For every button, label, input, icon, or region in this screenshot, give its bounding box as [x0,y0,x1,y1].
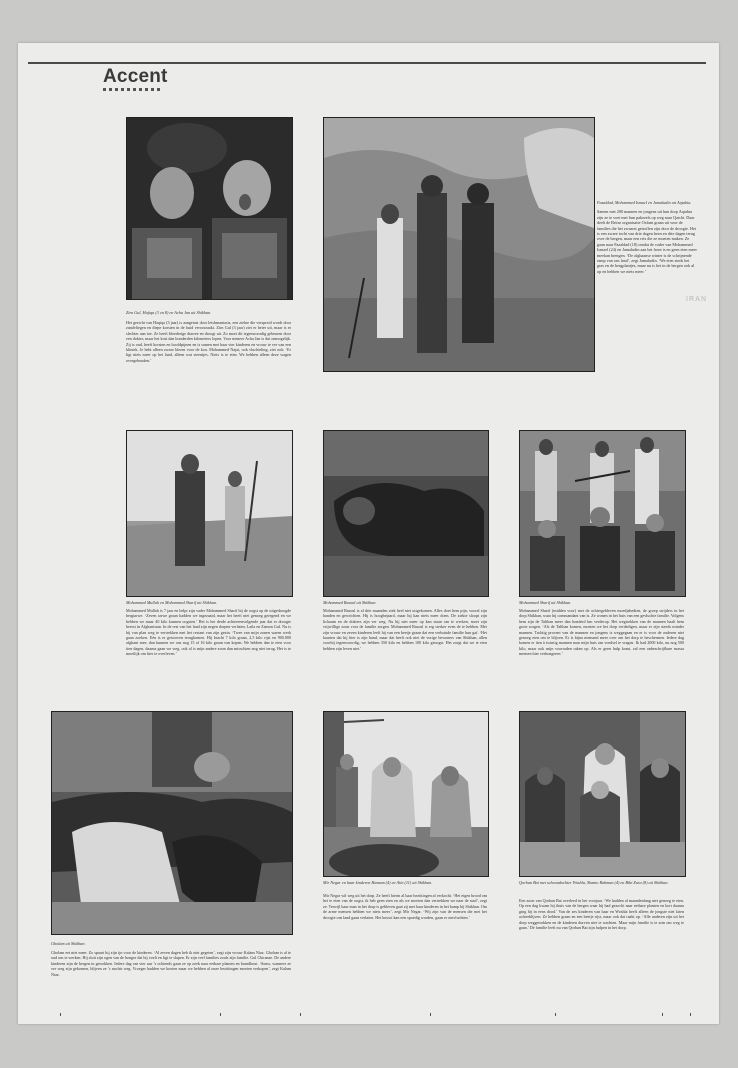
caption-rasoul: Mohammed Rasoul uit Shikhan. [323,600,377,605]
bottom-tick [662,1013,663,1016]
photo-gholam [51,711,293,935]
article-gholam: Gholam eet niet meer. Zo spaart hij zijn ijn voor de kinderen. ‘Al zeven dagen heb ik niet gegeten’, zegt zijn vrouw Kalam Niaz. Gholam is al te oud om te werken. Hij sluit zijn ogen van de honger dat hij voelt en ligt te slapen. Er zijn veel families zoals zijn familie. Gul Chiranze. De andere kinderen zijn de bergen in getrokken. Iedere dag om vier uur ’s ochtends gaan ze op zoek naar eetbare planten en brandhout. ‘Soms, wanneer ze ver weg zijn gekomen, blijven ze ’s nachts weg. Vroeger hadden we koeien maar we hebben al onze bezittingen moeten verkopen’, zegt Kalam Niaz. [51,950,291,977]
sidebar-article-aqtabia [597,200,697,359]
article-mir-negar: Mir Negar wil weg uit het dorp. Ze heeft hierin al haar bezittingen al verkocht. ‘Het eigen brood om het te eten van de oogst, ik heb geen eten en als we moeten dan vertrekken we naar de stad’, zegt ze. Terwijl haar man in het dorp is gebleven gaat zij met haar kinderen in het kamp bij Shikhan. Om de arme mensen hebben we niets meer’, zegt Mir Negar. ‘Wij zijn van de mensen die met het droogte ons land gaan verlaten. Het bouwt kan een spoedig worden, gaan er ontvluchten.’ [323,893,487,920]
article-rasoul: Mohammed Rasoul is al drie maanden ziek heel niet uitgekomen. Alles doet hem pijn, vooral zijn handen en gewrichten. Hij is hoogbejaard, maar hij kan niets meer doen. De ziekte sloopt zijn lichaam en de dokters zijn ver weg. Nu hij niet meer op kan staan om te werken, moet zijn vrijwillige zoon voor de familie zorgen. Mohammed Rasoul is erg sterker even de te hebben. Met zijn vrouw en zeven kinderen leeft hij van een beetje graan dat een verhuisde familie hun gaf. ‘Het kaarten dat hij hier is zijn hand, maar dat heeft ook niet de vorige bewoners van Shikhan, allen voorbij tegenwoordig, we hebben 350 kilo en hebben 100 kilo geoogst. Het zorgt dat we te eten hebben zijn leven niet.’ [323,608,487,651]
article-qorban-bai: Een zoon van Qorban Bai overleed in het voorjaar. ‘We hadden al maandenlang niet genoeg te eten. Op een dag kwam hij thuis van de bergen waar hij had gezocht naar eetbare planten en kort daarna ging hij in eens dood.’ Van de zes kinderen van haar en Woshla heeft alleen de jongste niet laten achterblijven. Ze hebben graan en een beetje rijst, maar ook dat raakt op. ‘Alle anderen zijn uit het dorp weggetrokken en de kinderen durven niet te wachten. Maar mijn familie is te arm om weg te gaan.’ De familie leeft nu van Qorban Bai zijn hulpen in het dorp. [519,898,684,931]
photo-mujahideen [519,430,686,597]
bottom-tick [555,1013,556,1016]
bottom-tick [60,1013,61,1016]
bottom-tick [690,1013,691,1016]
article-zirn-gul: Het gezicht van Haqiqa (3 jaar) is aangetast door leishmaniasis, een ziekte die verspreid wordt door zandvliegen en diepe korsten in de huid veroorzaakt. Zirn Gul (3 jaar) ziet er beter uit, maar is er slechter aan toe. Ze heeft bloederige diarree en droogt uit. Zo moet dit tegenwoordig gebeuren door een dokter, maar het kost dan honderden kilometers lopen. Voor meneer Acha Jan is dat onmogelijk. Zij is oud, heeft korsten en hoofdpijnen en is samen met haar vier kinderen en vrouw te ver van een kliniek. Je hebt alleen zware kleren voor de kou. Mohammed Najat, ook vluchteling, ziet ook: ‘Er ligt niets meer op het land, alleen wat steentjes. Niets is te eten. We hebben alleen deze wagen overgehouden.’ [126,320,291,363]
country-label: IRAN [686,296,708,303]
caption-mir-negar: Mir Negar en haar kinderen Hamam (4) en Aiin (11) uit Shikhan. [323,880,433,885]
photo-men-aqtabia [323,117,595,372]
caption-gholam: Gholam uit Shikhan. [51,941,86,946]
section-title-dots [103,88,163,91]
caption-aqtabia: Fazaldad, Mohammed Ismael en Jamaludin uit Aqtabia. [597,200,692,205]
bottom-tick [430,1013,431,1016]
caption-sharif: Mohammed Sharif uit Shikhan. [519,600,572,605]
article-mullah: Mohammed Mullah is 7 jaar en helpt zijn vader Mohammed Sharif bij de oogst op de uitgedroogde bergtarwe. ‘Zeven tarwe graan hadden we ingezaaid, maar het heeft niet genoeg geregend en we hebben we maar 40 kilo kunnen oogsten.’ Het is het derde achtereenvolgende jaar dat er droogte heerst in Afghanistan. In de rest van het land zijn negen dorpen verlaten; Laila en Zamon Gul. Nu is hij van plan weg te vertrekken met het restant van zijn gezin. ‘Twee van mijn zonen waren werk gaan zoeken. Eén is er gestorven terugkomen. Hij bracht 7 kilo graan, 2,5 kilo rijst en 900.000 afghani mee, dan kunnen we ons nog 15 of 16 kilo graan van kopen. We hebben dan te eten voor tien dagen, daarna gaan we weg, ook al is mijn andere zoon dan misschien nog niet terug. Het is te moeilijk om hier te overleven.’ [126,608,291,657]
photo-rasoul-lying [323,430,489,597]
bottom-tick [220,1013,221,1016]
header-rule [28,62,706,64]
article-aqtabia: Samen met 200 mannen en jongens uit hun dorp Aqtabia zijn ze te voet met hun pakezels op weg naar Qatchi. Daar deelt de Britse organisatie Oxfam graan uit voor de families die het zwaarst getroffen zijn door de droogte. Het is een zware tocht van drie dagen heen en drie dagen terug over de bergen, maar een reis die ze moeten maken. Ze gaan naar Fazaldad (18) omdat de vader van Mohammed Ismael (24) en Jamaludin aan het front is en geen eten meer meekan brengen. ‘De afghaanse winter is de schrijnende ramp van ons land’, zegt Jamaludin. ‘We eten sinds het gras en de bergplantjes, maar nu is het in de bergen ook al op en hebben we niets meer.’ [597,209,697,274]
section-title: Accent [103,66,168,87]
photo-qorban-bai [519,711,686,877]
photo-children-zirn-gul [126,117,293,300]
photo-mir-negar [323,711,489,877]
caption-mullah: Mohammed Mullah en Mohammed Sharif uit Shikhan. [126,600,218,605]
caption-zirn-gul: Zirn Gul, Hajiqa (3 en 8) en Acha Jan uit Shikhan. [126,310,212,315]
photo-boy-field [126,430,293,597]
caption-qorban-bai: Qorban Bai met schoondochter Woshla, Shamo Rahman (4) en Bibi Zara (8) uit Shikhan. [519,880,669,885]
article-sharif: Mohammed Sharif (midden voor) met de achtergebleven moedjahedien, de groep strijders in het dorp Shikhan, waar hij commandant van is. Ze wonen in het huis van een gevluchte familie. Volgens hem zijn de Taliban meer dan honderd km verderop. Het wegtrekken van de mannen haalt hem grote zorgen. ‘Als de Taliban komen, moeten we het dorp verdedigen, maar er zijn steeds minder mannen. Tachtig procent van de mannen en jongens is weggegaan en er is voor de ouderen niet genoeg eten om te blijven. Er is bijna niemand meer over om het dorp te beschermen. Iedere dag komen er tien à twintig mannen naar mijn huis om voedsel te vragen. Ik had 2000 kilo, nu nog 500 kilo, maar ook mijn voorraden raken op. Als er geen hulp komt, zal een onbeschrijfbare massa mensen hier verhongeren.’ [519,608,684,657]
bottom-tick [300,1013,301,1016]
